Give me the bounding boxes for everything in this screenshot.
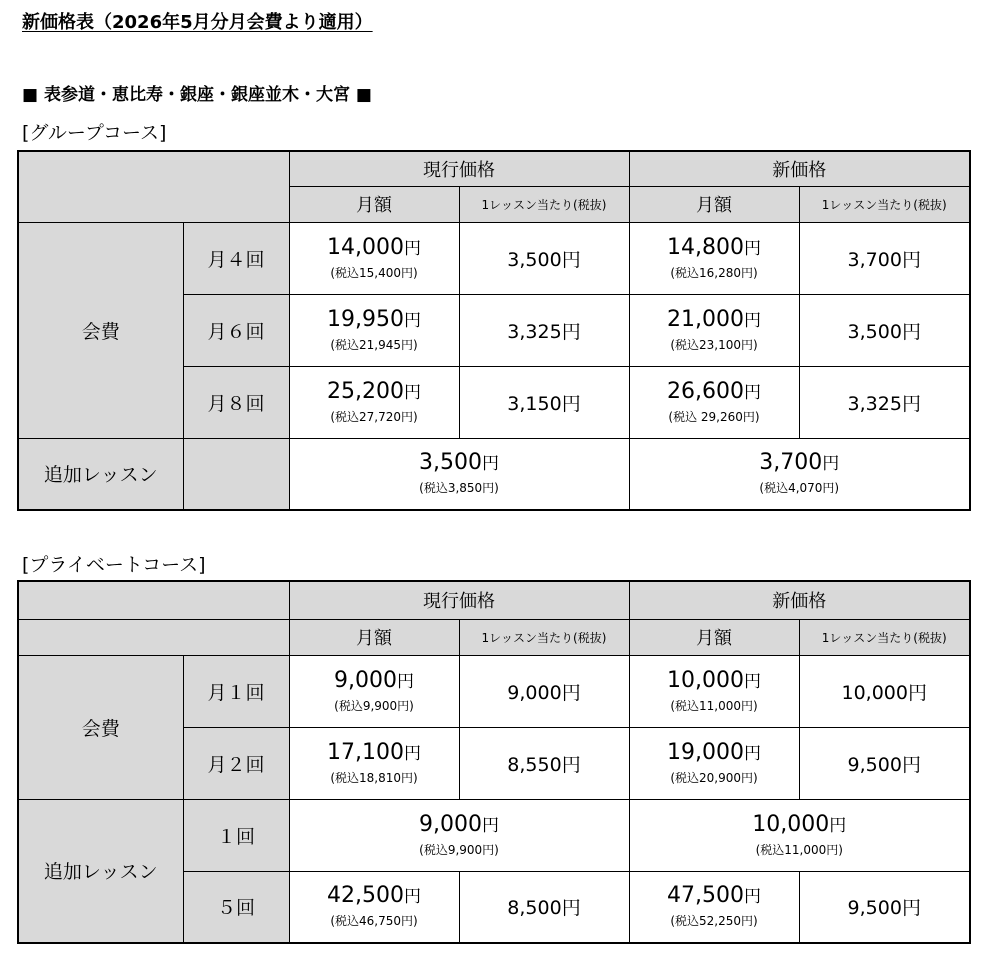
price-value: 3,700 bbox=[759, 450, 823, 476]
lesson-count: 月４回 bbox=[183, 222, 289, 294]
tax-included-price: (税込9,900円) bbox=[419, 842, 499, 857]
yen-unit: 円 bbox=[403, 743, 421, 764]
tax-included-price: (税込23,100円) bbox=[670, 337, 758, 352]
price-value: 47,500 bbox=[667, 883, 744, 909]
price-value: 9,500 bbox=[847, 753, 902, 776]
per-lesson-price bbox=[799, 871, 970, 943]
price-value: 9,000 bbox=[334, 667, 397, 693]
per-lesson-header: 1レッスン当たり(税抜) bbox=[799, 186, 970, 222]
price-value: 25,200 bbox=[327, 378, 404, 404]
yen-unit: 円 bbox=[901, 392, 921, 415]
price-value: 8,500 bbox=[507, 897, 562, 920]
table-row bbox=[18, 799, 970, 871]
price-value: 14,800 bbox=[667, 234, 744, 260]
per-lesson-price bbox=[459, 222, 629, 294]
yen-unit: 円 bbox=[481, 454, 499, 475]
yen-unit: 円 bbox=[829, 815, 847, 836]
monthly-price-cell bbox=[629, 366, 799, 438]
yen-unit: 円 bbox=[907, 681, 927, 704]
monthly-price-cell bbox=[289, 871, 459, 943]
tax-included-price: (税込4,070円) bbox=[759, 481, 840, 496]
fee-label: 会費 bbox=[18, 655, 183, 799]
extra-lesson-price-cell bbox=[629, 438, 970, 510]
price-value: 3,500 bbox=[419, 450, 482, 476]
yen-unit: 円 bbox=[743, 382, 761, 403]
monthly-price-cell bbox=[289, 366, 459, 438]
monthly-price-cell bbox=[629, 871, 799, 943]
location-list: ■ 表参道・恵比寿・銀座・銀座並木・大宮 ■ bbox=[22, 85, 372, 105]
yen-unit: 円 bbox=[403, 382, 421, 403]
price-value: 14,000 bbox=[327, 234, 404, 260]
yen-unit: 円 bbox=[403, 310, 421, 331]
yen-unit: 円 bbox=[561, 753, 581, 776]
group-price-table bbox=[17, 150, 971, 511]
private-price-table bbox=[17, 580, 971, 944]
header-row bbox=[18, 581, 970, 619]
monthly-header: 月額 bbox=[289, 619, 459, 655]
yen-unit: 円 bbox=[403, 887, 421, 908]
new-price-header: 新価格 bbox=[629, 581, 970, 619]
price-value: 3,325 bbox=[847, 392, 902, 415]
per-lesson-header: 1レッスン当たり(税抜) bbox=[799, 619, 970, 655]
price-value: 3,325 bbox=[507, 320, 562, 343]
yen-unit: 円 bbox=[481, 815, 499, 836]
per-lesson-price bbox=[459, 366, 629, 438]
empty-cell bbox=[183, 438, 289, 510]
fee-label: 会費 bbox=[18, 222, 183, 438]
yen-unit: 円 bbox=[403, 238, 421, 259]
extra-lesson-label: 追加レッスン bbox=[18, 799, 183, 943]
price-value: 3,500 bbox=[507, 248, 562, 271]
yen-unit: 円 bbox=[901, 753, 921, 776]
yen-unit: 円 bbox=[901, 897, 921, 920]
new-price-header: 新価格 bbox=[629, 151, 970, 186]
yen-unit: 円 bbox=[561, 392, 581, 415]
yen-unit: 円 bbox=[743, 743, 761, 764]
tax-included-price: (税込52,250円) bbox=[670, 914, 758, 929]
monthly-price-cell bbox=[629, 222, 799, 294]
page-title: 新価格表（2026年5月分月会費より適用） bbox=[22, 12, 373, 33]
tax-included-price: (税込11,000円) bbox=[670, 698, 758, 713]
extra-lesson-price-cell bbox=[629, 799, 970, 871]
price-value: 8,550 bbox=[507, 753, 562, 776]
lesson-count: ５回 bbox=[183, 871, 289, 943]
per-lesson-price bbox=[459, 727, 629, 799]
price-value: 19,000 bbox=[667, 739, 744, 765]
corner-cell bbox=[18, 581, 289, 619]
tax-included-price: (税込3,850円) bbox=[419, 481, 499, 496]
monthly-price-cell bbox=[289, 294, 459, 366]
extra-lesson-label: 追加レッスン bbox=[18, 438, 183, 510]
table-row bbox=[18, 222, 970, 294]
per-lesson-price bbox=[459, 871, 629, 943]
tax-included-price: (税込21,945円) bbox=[330, 337, 418, 352]
price-value: 10,000 bbox=[667, 667, 744, 693]
current-price-header: 現行価格 bbox=[289, 151, 629, 186]
monthly-header: 月額 bbox=[629, 619, 799, 655]
monthly-price-cell bbox=[629, 655, 799, 727]
per-lesson-price bbox=[459, 655, 629, 727]
price-value: 10,000 bbox=[752, 811, 830, 837]
price-value: 3,500 bbox=[847, 320, 902, 343]
yen-unit: 円 bbox=[743, 887, 761, 908]
tax-included-price: (税込15,400円) bbox=[330, 265, 418, 280]
per-lesson-price bbox=[799, 655, 970, 727]
per-lesson-header: 1レッスン当たり(税抜) bbox=[459, 619, 629, 655]
tax-included-price: (税込16,280円) bbox=[670, 265, 758, 280]
price-value: 9,000 bbox=[419, 811, 482, 837]
corner-cell bbox=[18, 619, 289, 655]
yen-unit: 円 bbox=[396, 671, 414, 692]
price-value: 17,100 bbox=[327, 739, 404, 765]
monthly-price-cell bbox=[629, 727, 799, 799]
tax-included-price: (税込18,810円) bbox=[330, 770, 418, 785]
tax-included-price: (税込20,900円) bbox=[670, 770, 758, 785]
price-value: 9,500 bbox=[847, 897, 902, 920]
yen-unit: 円 bbox=[822, 454, 840, 475]
tax-included-price: (税込 29,260円) bbox=[668, 409, 760, 424]
price-value: 3,150 bbox=[507, 392, 562, 415]
extra-lesson-price-cell bbox=[289, 438, 629, 510]
lesson-count: 月２回 bbox=[183, 727, 289, 799]
group-course-label: [グループコース] bbox=[22, 122, 167, 144]
yen-unit: 円 bbox=[561, 248, 581, 271]
per-lesson-price bbox=[459, 294, 629, 366]
yen-unit: 円 bbox=[743, 238, 761, 259]
per-lesson-price bbox=[799, 294, 970, 366]
corner-cell bbox=[18, 151, 289, 222]
lesson-count: １回 bbox=[183, 799, 289, 871]
price-value: 10,000 bbox=[841, 681, 908, 704]
price-value: 3,700 bbox=[847, 248, 902, 271]
monthly-price-cell bbox=[629, 294, 799, 366]
tax-included-price: (税込46,750円) bbox=[330, 914, 418, 929]
monthly-header: 月額 bbox=[629, 186, 799, 222]
monthly-price-cell bbox=[289, 222, 459, 294]
price-value: 21,000 bbox=[667, 306, 744, 332]
yen-unit: 円 bbox=[901, 320, 921, 343]
table-row bbox=[18, 438, 970, 510]
table-row bbox=[18, 655, 970, 727]
tax-included-price: (税込11,000円) bbox=[755, 842, 843, 857]
lesson-count: 月１回 bbox=[183, 655, 289, 727]
yen-unit: 円 bbox=[561, 897, 581, 920]
price-value: 42,500 bbox=[327, 883, 404, 909]
price-value: 26,600 bbox=[667, 378, 744, 404]
yen-unit: 円 bbox=[561, 681, 581, 704]
yen-unit: 円 bbox=[743, 310, 761, 331]
per-lesson-price bbox=[799, 222, 970, 294]
per-lesson-price bbox=[799, 727, 970, 799]
lesson-count: 月６回 bbox=[183, 294, 289, 366]
per-lesson-price bbox=[799, 366, 970, 438]
monthly-header: 月額 bbox=[289, 186, 459, 222]
monthly-price-cell bbox=[289, 655, 459, 727]
tax-included-price: (税込9,900円) bbox=[334, 698, 414, 713]
yen-unit: 円 bbox=[901, 248, 921, 271]
monthly-price-cell bbox=[289, 727, 459, 799]
yen-unit: 円 bbox=[561, 320, 581, 343]
current-price-header: 現行価格 bbox=[289, 581, 629, 619]
price-value: 9,000 bbox=[507, 681, 562, 704]
per-lesson-header: 1レッスン当たり(税抜) bbox=[459, 186, 629, 222]
tax-included-price: (税込27,720円) bbox=[330, 409, 418, 424]
yen-unit: 円 bbox=[743, 671, 761, 692]
price-value: 19,950 bbox=[327, 306, 404, 332]
lesson-count: 月８回 bbox=[183, 366, 289, 438]
subheader-row bbox=[18, 619, 970, 655]
extra-lesson-price-cell bbox=[289, 799, 629, 871]
private-course-label: [プライベートコース] bbox=[22, 554, 206, 576]
header-row bbox=[18, 151, 970, 186]
